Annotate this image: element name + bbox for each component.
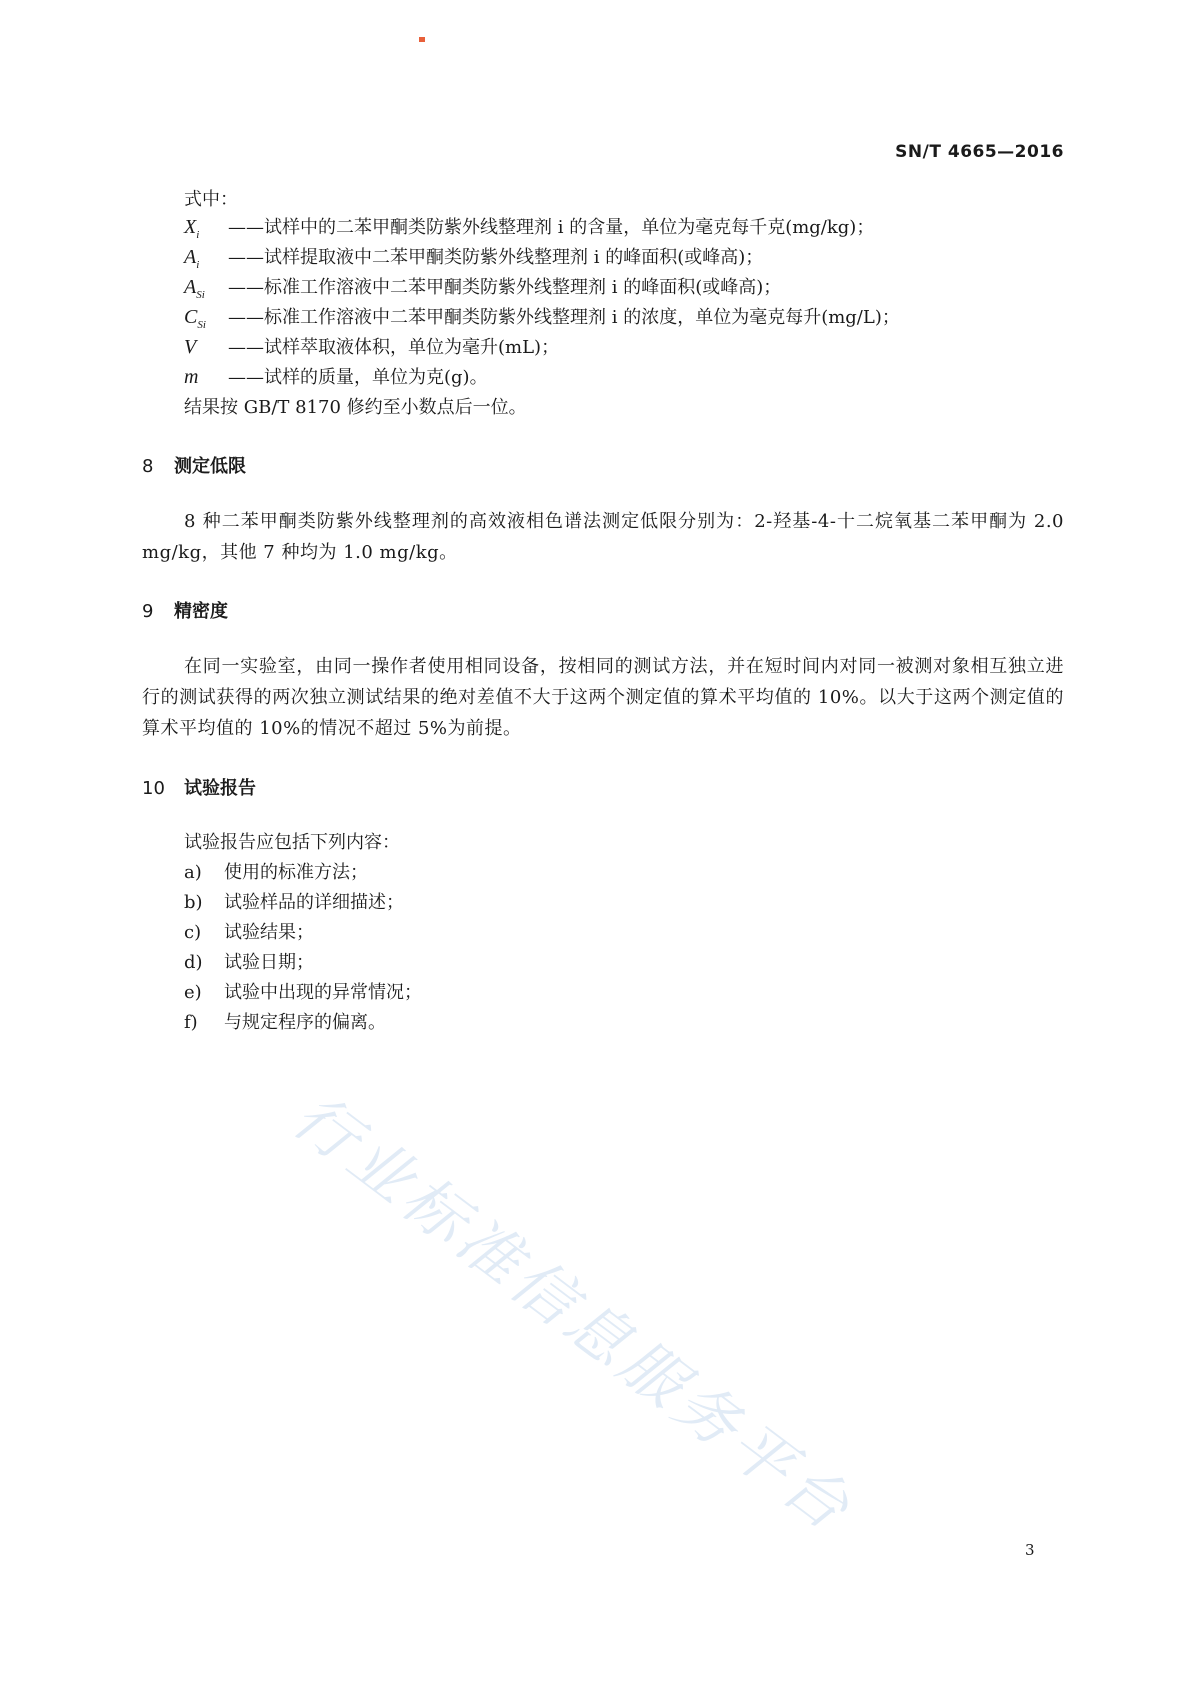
section-10-heading bbox=[142, 774, 256, 800]
section-8-body: 8 种二苯甲酮类防紫外线整理剂的高效液相色谱法测定低限分别为：2-羟基-4-十二烷氧基二苯甲酮为 2.0 mg/kg，其他 7 种均为 1.0 mg/kg。 bbox=[142, 511, 1064, 563]
section-8-heading bbox=[142, 452, 246, 478]
report-item: d) 试验日期； bbox=[184, 952, 314, 973]
legend-item-a bbox=[184, 243, 763, 271]
section-title: 测定低限 bbox=[174, 456, 246, 477]
section-number: 10 bbox=[142, 778, 165, 799]
section-number: 9 bbox=[142, 601, 154, 622]
report-item: c) 试验结果； bbox=[184, 922, 314, 943]
watermark: 行业标准信息服务平台 bbox=[280, 1079, 868, 1547]
report-intro: 试验报告应包括下列内容： bbox=[184, 832, 400, 853]
rounding-note: 结果按 GB/T 8170 修约至小数点后一位。 bbox=[184, 397, 527, 418]
section-title: 试验报告 bbox=[184, 778, 256, 799]
legend-symbol: V bbox=[184, 336, 197, 358]
page-number: 3 bbox=[1025, 1541, 1035, 1559]
legend-symbol: $X_i$ bbox=[184, 216, 200, 241]
section-9-body: 在同一实验室，由同一操作者使用相同设备，按相同的测试方法，并在短时间内对同一被测对象相互独立进行的测试获得的两次独立测试结果的绝对差值不大于这两个测定值的算术平均值的 10%。以大于这两个测定值的算术平均值的 10%的情况不超过 5%为前提。 bbox=[142, 656, 1064, 739]
section-title: 精密度 bbox=[174, 601, 228, 622]
legend-symbol: m bbox=[184, 366, 199, 388]
legend-symbol: $A_{Si}$ bbox=[184, 276, 205, 301]
report-item: e) 试验中出现的异常情况； bbox=[184, 982, 422, 1003]
legend-symbol: $A_i$ bbox=[184, 246, 200, 271]
red-mark bbox=[419, 37, 425, 42]
legend-item-csi bbox=[184, 303, 900, 331]
legend-item-asi bbox=[184, 273, 781, 301]
legend-item-v bbox=[184, 333, 559, 361]
legend-text: ——试样萃取液体积，单位为毫升(mL)； bbox=[228, 337, 560, 358]
standard-number: SN/T 4665—2016 bbox=[895, 142, 1064, 162]
report-item: f) 与规定程序的偏离。 bbox=[184, 1012, 386, 1033]
legend-intro: 式中： bbox=[184, 189, 238, 210]
legend-text: ——试样提取液中二苯甲酮类防紫外线整理剂 i 的峰面积(或峰高)； bbox=[228, 247, 764, 268]
report-item: b) 试验样品的详细描述； bbox=[184, 892, 404, 913]
legend-symbol: $C_{Si}$ bbox=[184, 306, 206, 331]
section-number: 8 bbox=[142, 456, 154, 477]
legend-text: ——试样的质量，单位为克(g)。 bbox=[228, 367, 488, 388]
legend-item-x bbox=[184, 213, 874, 241]
report-item: a) 使用的标准方法； bbox=[184, 862, 368, 883]
legend-text: ——标准工作溶液中二苯甲酮类防紫外线整理剂 i 的浓度，单位为毫克每升(mg/L)； bbox=[228, 307, 900, 328]
legend-item-m bbox=[184, 363, 488, 391]
section-9-heading bbox=[142, 597, 228, 623]
legend-text: ——试样中的二苯甲酮类防紫外线整理剂 i 的含量，单位为毫克每千克(mg/kg)； bbox=[228, 217, 875, 238]
legend-text: ——标准工作溶液中二苯甲酮类防紫外线整理剂 i 的峰面积(或峰高)； bbox=[228, 277, 782, 298]
